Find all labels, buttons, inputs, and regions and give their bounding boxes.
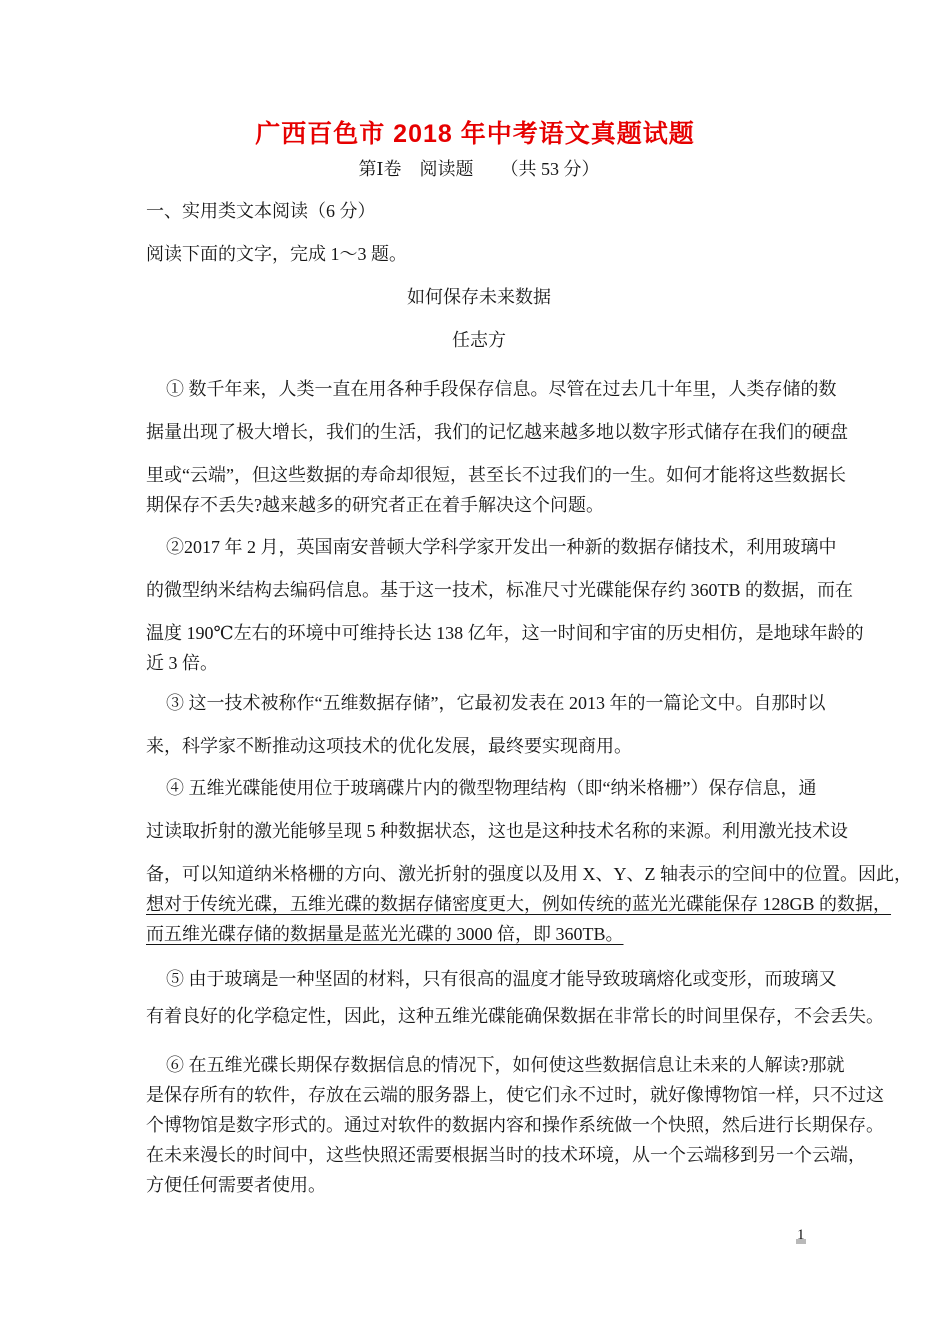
text-line: 个博物馆是数字形式的。通过对软件的数据内容和操作系统做一个快照，然后进行长期保存。 — [146, 1115, 884, 1135]
paragraph-2 — [146, 532, 864, 678]
text-line: 据量出现了极大增长，我们的生活，我们的记忆越来越多地以数字形式储存在我们的硬盘 — [146, 422, 848, 442]
article-author: 任志方 — [452, 330, 506, 350]
text-line: 温度 190℃左右的环境中可维持长达 138 亿年，这一时间和宇宙的历史相仿，是地球年龄的 — [146, 623, 864, 643]
text-line: ⑤ 由于玻璃是一种坚固的材料，只有很高的温度才能导致玻璃熔化或变形，而玻璃又 — [166, 969, 837, 989]
article-title: 如何保存未来数据 — [407, 287, 551, 307]
text-line: 来，科学家不断推动这项技术的优化发展，最终要实现商用。 — [146, 736, 632, 756]
text-line: 期保存不丢失?越来越多的研究者正在着手解决这个问题。 — [146, 495, 604, 515]
text-line: ④ 五维光碟能使用位于玻璃碟片内的微型物理结构（即“纳米格栅”）保存信息，通 — [166, 778, 817, 798]
paragraph-1 — [146, 374, 848, 520]
reading-instruction: 阅读下面的文字，完成 1～3 题。 — [146, 244, 407, 264]
text-line: 备，可以知道纳米格栅的方向、激光折射的强度以及用 X、Y、Z 轴表示的空间中的位置。因此， — [146, 864, 912, 884]
text-line: 过读取折射的激光能够呈现 5 种数据状态，这也是这种技术名称的来源。利用激光技术设 — [146, 821, 848, 841]
text-line: ③ 这一技术被称作“五维数据存储”，它最初发表在 2013 年的一篇论文中。自那时以 — [166, 693, 826, 713]
paragraph-4 — [146, 773, 912, 949]
text-line: ②2017 年 2 月，英国南安普顿大学科学家开发出一种新的数据存储技术，利用玻璃中 — [166, 537, 837, 557]
text-line: 在未来漫长的时间中，这些快照还需要根据当时的技术环境，从一个云端移到另一个云端， — [146, 1145, 866, 1165]
text-line: 里或“云端”，但这些数据的寿命却很短，甚至长不过我们的一生。如何才能将这些数据长 — [146, 465, 846, 485]
paragraph-5 — [146, 964, 884, 1031]
text-line: 方便任何需要者使用。 — [146, 1175, 326, 1195]
text-line: 近 3 倍。 — [146, 653, 218, 673]
part-heading: 第Ⅰ卷 阅读题 （共 53 分） — [358, 159, 600, 179]
paragraph-6 — [146, 1050, 884, 1200]
text-line: ⑥ 在五维光碟长期保存数据信息的情况下，如何使这些数据信息让未来的人解读?那就 — [166, 1055, 845, 1075]
document-body — [146, 154, 912, 1200]
text-line: 有着良好的化学稳定性，因此，这种五维光碟能确保数据在非常长的时间里保存，不会丢失。 — [146, 1006, 884, 1026]
text-line: 的微型纳米结构去编码信息。基于这一技术，标准尺寸光碟能保存约 360TB 的数据，而在 — [146, 580, 853, 600]
section-heading: 一、实用类文本阅读（6 分） — [146, 201, 376, 221]
text-line-underlined: 而五维光碟存储的数据量是蓝光光碟的 3000 倍，即 360TB。 — [146, 924, 624, 944]
page-number: 1 — [797, 1227, 805, 1243]
paragraph-3 — [146, 688, 826, 761]
text-line-underlined: 想对于传统光碟，五维光碟的数据存储密度更大，例如传统的蓝光光碟能保存 128GB 的数据， — [146, 894, 892, 914]
document-title: 广西百色市 2018 年中考语文真题试题 — [255, 120, 695, 148]
text-line: ① 数千年来，人类一直在用各种手段保存信息。尽管在过去几十年里，人类存储的数 — [166, 379, 837, 399]
text-line: 是保存所有的软件，存放在云端的服务器上，使它们永不过时，就好像博物馆一样，只不过这 — [146, 1085, 884, 1105]
